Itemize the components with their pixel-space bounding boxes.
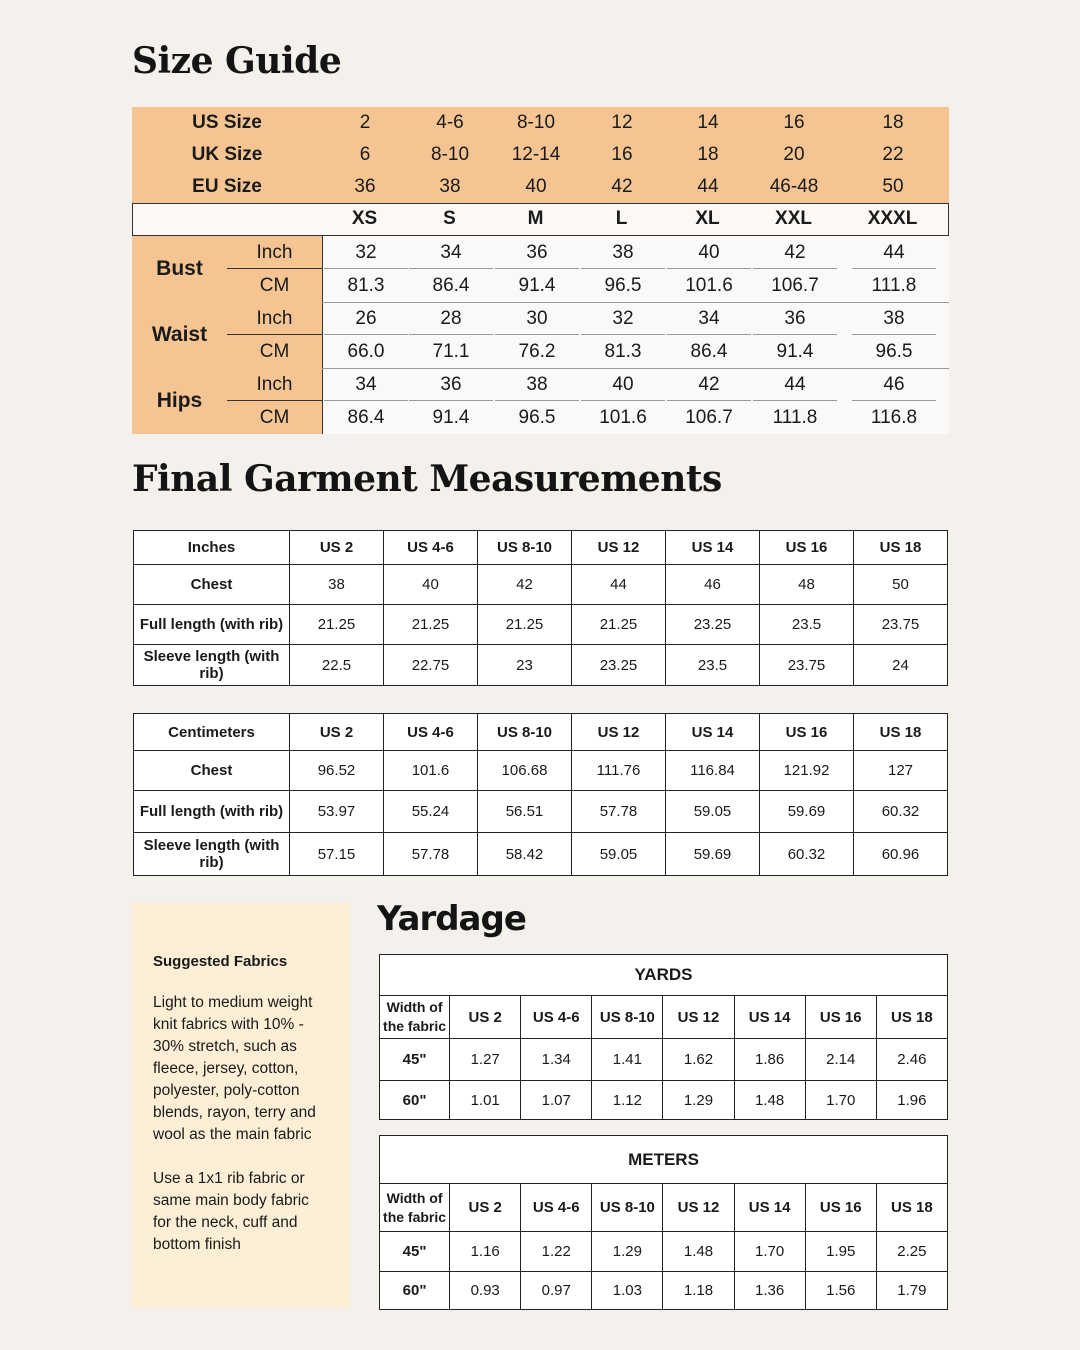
group-divider: [322, 368, 949, 369]
garment-header-row: [134, 531, 948, 565]
measurement-value: 40: [612, 374, 634, 395]
yardage-value: 2.25: [876, 1232, 947, 1272]
letter-size: XS: [351, 208, 378, 229]
row-divider: [324, 334, 408, 335]
row-divider: [667, 334, 751, 335]
unit-header: Centimeters: [134, 714, 290, 751]
garment-value: 53.97: [290, 791, 384, 833]
size-system-value: 8-10: [516, 112, 556, 133]
row-divider: [324, 400, 408, 401]
row-divider: [852, 268, 936, 269]
measurement-row: [323, 236, 950, 269]
measurement-values-block: [322, 236, 949, 302]
measurement-value: 96.5: [875, 341, 913, 362]
measurement-values-block: [322, 302, 949, 368]
measurement-value: 34: [355, 374, 377, 395]
size-system-row: [132, 107, 949, 139]
yardage-caption-row: [380, 955, 948, 996]
garment-row: [134, 565, 948, 605]
unit-divider: [227, 400, 322, 401]
size-system-value: 16: [611, 144, 633, 165]
measurement-value: 66.0: [347, 341, 385, 362]
row-divider: [409, 334, 493, 335]
measurement-value: 71.1: [432, 341, 470, 362]
fabrics-rib-text: Use a 1x1 rib fabric or same main body fabric for the neck, cuff and bottom finish: [153, 1170, 309, 1253]
size-header: US 14: [666, 531, 760, 565]
yardage-value: 1.18: [663, 1272, 734, 1310]
size-header: US 12: [663, 996, 734, 1039]
measurement-unit: CM: [259, 275, 290, 296]
garment-value: 57.78: [384, 833, 478, 876]
row-divider: [495, 268, 579, 269]
size-system-value: 18: [697, 144, 719, 165]
measurement-value: 28: [440, 308, 462, 329]
measurement-row: [323, 269, 950, 302]
row-divider: [409, 268, 493, 269]
garment-row: [134, 833, 948, 876]
garment-value: 59.69: [760, 791, 854, 833]
measurement-value: 76.2: [518, 341, 556, 362]
measurement-values-block: [322, 368, 949, 434]
garment-value: 60.32: [760, 833, 854, 876]
yardage-value: 1.29: [663, 1081, 734, 1120]
measurement-label-block: [132, 368, 322, 434]
yardage-row: [380, 1039, 948, 1081]
measurement-value: 30: [526, 308, 548, 329]
size-header: US 14: [734, 1184, 805, 1232]
yardage-value: 0.93: [450, 1272, 521, 1310]
measurement-row: [323, 368, 950, 401]
garment-value: 58.42: [478, 833, 572, 876]
row-divider: [852, 400, 936, 401]
size-system-label: EU Size: [192, 176, 262, 197]
yardage-value: 1.07: [521, 1081, 592, 1120]
yardage-yards-table: [379, 954, 948, 1120]
size-system-value: 42: [611, 176, 633, 197]
measurement-value: 36: [440, 374, 462, 395]
size-system-label: US Size: [192, 112, 262, 133]
size-system-value: 12: [611, 112, 633, 133]
fabric-width-label: 60": [380, 1081, 450, 1120]
garment-value: 21.25: [478, 605, 572, 645]
measurement-value: 96.5: [518, 407, 556, 428]
measurement-value: 32: [355, 242, 377, 263]
garment-value: 59.05: [666, 791, 760, 833]
measurement-value: 81.3: [347, 275, 385, 296]
garment-row-label: Full length (with rib): [134, 605, 290, 645]
letter-size: L: [615, 208, 628, 229]
size-header: US 18: [876, 996, 947, 1039]
garment-value: 23.25: [666, 605, 760, 645]
yardage-row: [380, 1081, 948, 1120]
measurement-value: 36: [526, 242, 548, 263]
garment-value: 59.05: [572, 833, 666, 876]
yardage-value: 1.29: [592, 1232, 663, 1272]
row-divider: [581, 400, 665, 401]
size-header: US 16: [760, 714, 854, 751]
size-system-value: 12-14: [511, 144, 561, 165]
garment-value: 116.84: [666, 751, 760, 791]
yardage-value: 1.22: [521, 1232, 592, 1272]
garment-row: [134, 605, 948, 645]
letter-size: M: [527, 208, 544, 229]
size-header: US 2: [290, 531, 384, 565]
garment-value: 23.5: [666, 645, 760, 686]
measurement-value: 116.8: [870, 407, 918, 428]
row-divider: [324, 268, 408, 269]
measurement-value: 81.3: [604, 341, 642, 362]
size-system-value: 44: [697, 176, 719, 197]
yardage-row: [380, 1232, 948, 1272]
size-header: US 8-10: [592, 996, 663, 1039]
size-header: US 2: [450, 1184, 521, 1232]
size-header: US 4-6: [521, 1184, 592, 1232]
size-system-row: [132, 139, 949, 171]
garment-value: 60.96: [854, 833, 948, 876]
row-divider: [753, 400, 837, 401]
size-header: US 2: [450, 996, 521, 1039]
fabric-width-header: Width of the fabric: [380, 996, 450, 1039]
row-divider: [409, 400, 493, 401]
measurement-value: 101.6: [599, 407, 647, 428]
row-divider: [495, 400, 579, 401]
size-header: US 4-6: [384, 531, 478, 565]
garment-row: [134, 751, 948, 791]
suggested-fabrics-panel: [132, 903, 350, 1308]
measurement-value: 106.7: [685, 407, 733, 428]
garment-value: 42: [478, 565, 572, 605]
size-header: US 8-10: [478, 714, 572, 751]
size-guide-title: Size Guide: [132, 40, 342, 82]
yardage-value: 1.48: [734, 1081, 805, 1120]
size-system-value: 2: [359, 112, 371, 133]
yardage-value: 0.97: [521, 1272, 592, 1310]
measurement-value: 86.4: [690, 341, 728, 362]
size-system-value: 8-10: [430, 144, 470, 165]
yardage-value: 1.70: [805, 1081, 876, 1120]
yardage-value: 1.70: [734, 1232, 805, 1272]
yardage-value: 1.16: [450, 1232, 521, 1272]
measurement-value: 106.7: [771, 275, 819, 296]
measurement-unit: Inch: [256, 374, 293, 395]
yardage-title: Yardage: [377, 899, 526, 939]
size-header: US 2: [290, 714, 384, 751]
measurement-label-block: [132, 302, 322, 368]
size-header: US 16: [805, 996, 876, 1039]
garment-value: 111.76: [572, 751, 666, 791]
yardage-value: 1.86: [734, 1039, 805, 1081]
size-header: US 4-6: [384, 714, 478, 751]
yardage-value: 1.27: [450, 1039, 521, 1081]
garment-value: 46: [666, 565, 760, 605]
size-system-value: 20: [783, 144, 805, 165]
garment-value: 23: [478, 645, 572, 686]
size-system-value: 38: [439, 176, 461, 197]
row-divider: [495, 334, 579, 335]
size-header: US 16: [805, 1184, 876, 1232]
row-divider: [667, 400, 751, 401]
yardage-value: 1.56: [805, 1272, 876, 1310]
yardage-value: 1.36: [734, 1272, 805, 1310]
row-divider: [667, 268, 751, 269]
measurement-value: 26: [355, 308, 377, 329]
measurement-value: 32: [612, 308, 634, 329]
garment-row-label: Sleeve length (with rib): [134, 833, 290, 876]
size-header: US 8-10: [478, 531, 572, 565]
garment-value: 23.75: [854, 605, 948, 645]
unit-divider: [227, 334, 322, 335]
measurement-value: 44: [784, 374, 806, 395]
yardage-value: 1.62: [663, 1039, 734, 1081]
garment-value: 50: [854, 565, 948, 605]
size-system-value: 16: [783, 112, 805, 133]
measurement-value: 111.8: [871, 275, 917, 296]
yardage-value: 1.34: [521, 1039, 592, 1081]
measurement-value: 42: [784, 242, 806, 263]
letter-sizes-row: [132, 203, 949, 236]
letter-size: XXL: [775, 208, 812, 229]
yardage-caption-row: [380, 1136, 948, 1184]
measurement-value: 96.5: [604, 275, 642, 296]
yardage-value: 1.95: [805, 1232, 876, 1272]
size-header: US 12: [572, 531, 666, 565]
measurement-name: Hips: [156, 389, 203, 412]
measurement-value: 91.4: [518, 275, 556, 296]
size-system-value: 6: [359, 144, 371, 165]
measurement-unit: CM: [259, 407, 290, 428]
unit-header: Inches: [134, 531, 290, 565]
yardage-value: 2.14: [805, 1039, 876, 1081]
fabrics-main-text: Light to medium weight knit fabrics with 10% - 30% stretch, such as fleece, jersey, cotton, polyester, poly-cotton blends, rayon, terry and wool as the main fabric: [153, 994, 316, 1143]
row-divider: [581, 334, 665, 335]
yardage-value: 1.79: [876, 1272, 947, 1310]
measurement-value: 86.4: [347, 407, 385, 428]
yardage-value: 1.48: [663, 1232, 734, 1272]
yardage-value: 1.96: [876, 1081, 947, 1120]
letter-size: S: [443, 208, 456, 229]
unit-divider: [227, 268, 322, 269]
row-divider: [581, 268, 665, 269]
garment-value: 57.15: [290, 833, 384, 876]
garment-value: 21.25: [572, 605, 666, 645]
garment-row-label: Full length (with rib): [134, 791, 290, 833]
garment-inches-table: [133, 530, 948, 686]
garment-value: 101.6: [384, 751, 478, 791]
letter-size: XL: [695, 208, 720, 229]
measurement-value: 91.4: [776, 341, 814, 362]
size-system-row: [132, 171, 949, 203]
size-header: US 12: [572, 714, 666, 751]
measurement-value: 36: [784, 308, 806, 329]
row-divider: [753, 268, 837, 269]
garment-row-label: Sleeve length (with rib): [134, 645, 290, 686]
garment-value: 22.75: [384, 645, 478, 686]
yardage-caption: YARDS: [380, 955, 948, 996]
yardage-value: 1.03: [592, 1272, 663, 1310]
fabric-width-label: 45": [380, 1039, 450, 1081]
measurement-value: 101.6: [685, 275, 733, 296]
size-system-value: 4-6: [436, 112, 464, 133]
garment-value: 59.69: [666, 833, 760, 876]
measurement-value: 38: [612, 242, 634, 263]
measurement-value: 44: [883, 242, 905, 263]
garment-value: 55.24: [384, 791, 478, 833]
measurement-value: 40: [698, 242, 720, 263]
measurement-value: 38: [526, 374, 548, 395]
size-header: US 8-10: [592, 1184, 663, 1232]
measurement-label-block: [132, 236, 322, 302]
size-guide-table: [132, 107, 949, 434]
measurement-value: 34: [698, 308, 720, 329]
garment-value: 23.75: [760, 645, 854, 686]
measurement-value: 42: [698, 374, 720, 395]
measurement-name: Bust: [156, 257, 203, 280]
yardage-caption: METERS: [380, 1136, 948, 1184]
size-header: US 18: [854, 531, 948, 565]
size-system-value: 18: [882, 112, 904, 133]
garment-value: 38: [290, 565, 384, 605]
garment-value: 22.5: [290, 645, 384, 686]
garment-value: 21.25: [290, 605, 384, 645]
size-header: US 16: [760, 531, 854, 565]
measurement-row: [323, 335, 950, 368]
measurement-unit: Inch: [256, 308, 293, 329]
measurement-value: 86.4: [432, 275, 470, 296]
garment-row-label: Chest: [134, 751, 290, 791]
measurement-row: [323, 302, 950, 335]
garment-value: 121.92: [760, 751, 854, 791]
group-divider: [322, 302, 949, 303]
garment-value: 24: [854, 645, 948, 686]
garment-centimeters-table: [133, 713, 948, 876]
size-header: US 4-6: [521, 996, 592, 1039]
size-system-value: 22: [882, 144, 904, 165]
letter-size: XXXL: [867, 208, 918, 229]
size-header: US 14: [666, 714, 760, 751]
yardage-value: 2.46: [876, 1039, 947, 1081]
size-system-value: 46-48: [769, 176, 819, 197]
size-system-value: 14: [697, 112, 719, 133]
fabric-width-label: 45": [380, 1232, 450, 1272]
measurement-row: [323, 401, 950, 434]
measurement-value: 46: [883, 374, 905, 395]
garment-value: 106.68: [478, 751, 572, 791]
size-header: US 18: [854, 714, 948, 751]
garment-value: 48: [760, 565, 854, 605]
garment-row-label: Chest: [134, 565, 290, 605]
garment-value: 21.25: [384, 605, 478, 645]
garment-value: 127: [854, 751, 948, 791]
measurement-value: 91.4: [432, 407, 470, 428]
fabric-width-header: Width of the fabric: [380, 1184, 450, 1232]
garment-title: Final Garment Measurements: [132, 458, 722, 500]
size-header: US 14: [734, 996, 805, 1039]
garment-value: 40: [384, 565, 478, 605]
fabrics-heading: Suggested Fabrics: [153, 953, 288, 970]
garment-value: 56.51: [478, 791, 572, 833]
measurement-name: Waist: [151, 323, 208, 346]
measurement-value: 34: [440, 242, 462, 263]
size-system-label: UK Size: [191, 144, 263, 165]
garment-value: 23.25: [572, 645, 666, 686]
row-divider: [753, 334, 837, 335]
measurement-value: 111.8: [772, 407, 818, 428]
size-system-value: 36: [354, 176, 376, 197]
row-divider: [852, 334, 936, 335]
fabric-width-label: 60": [380, 1272, 450, 1310]
garment-row: [134, 645, 948, 686]
garment-value: 96.52: [290, 751, 384, 791]
measurement-value: 38: [883, 308, 905, 329]
size-header: US 18: [876, 1184, 947, 1232]
garment-value: 23.5: [760, 605, 854, 645]
yardage-value: 1.41: [592, 1039, 663, 1081]
yardage-row: [380, 1272, 948, 1310]
yardage-value: 1.12: [592, 1081, 663, 1120]
measurement-unit: CM: [259, 341, 290, 362]
garment-value: 44: [572, 565, 666, 605]
yardage-header-row: [380, 996, 948, 1039]
yardage-value: 1.01: [450, 1081, 521, 1120]
garment-value: 57.78: [572, 791, 666, 833]
size-system-value: 50: [882, 176, 904, 197]
yardage-meters-table: [379, 1135, 948, 1310]
measurement-unit: Inch: [256, 242, 293, 263]
garment-value: 60.32: [854, 791, 948, 833]
size-header: US 12: [663, 1184, 734, 1232]
garment-header-row: [134, 714, 948, 751]
yardage-header-row: [380, 1184, 948, 1232]
garment-row: [134, 791, 948, 833]
size-system-value: 40: [525, 176, 547, 197]
